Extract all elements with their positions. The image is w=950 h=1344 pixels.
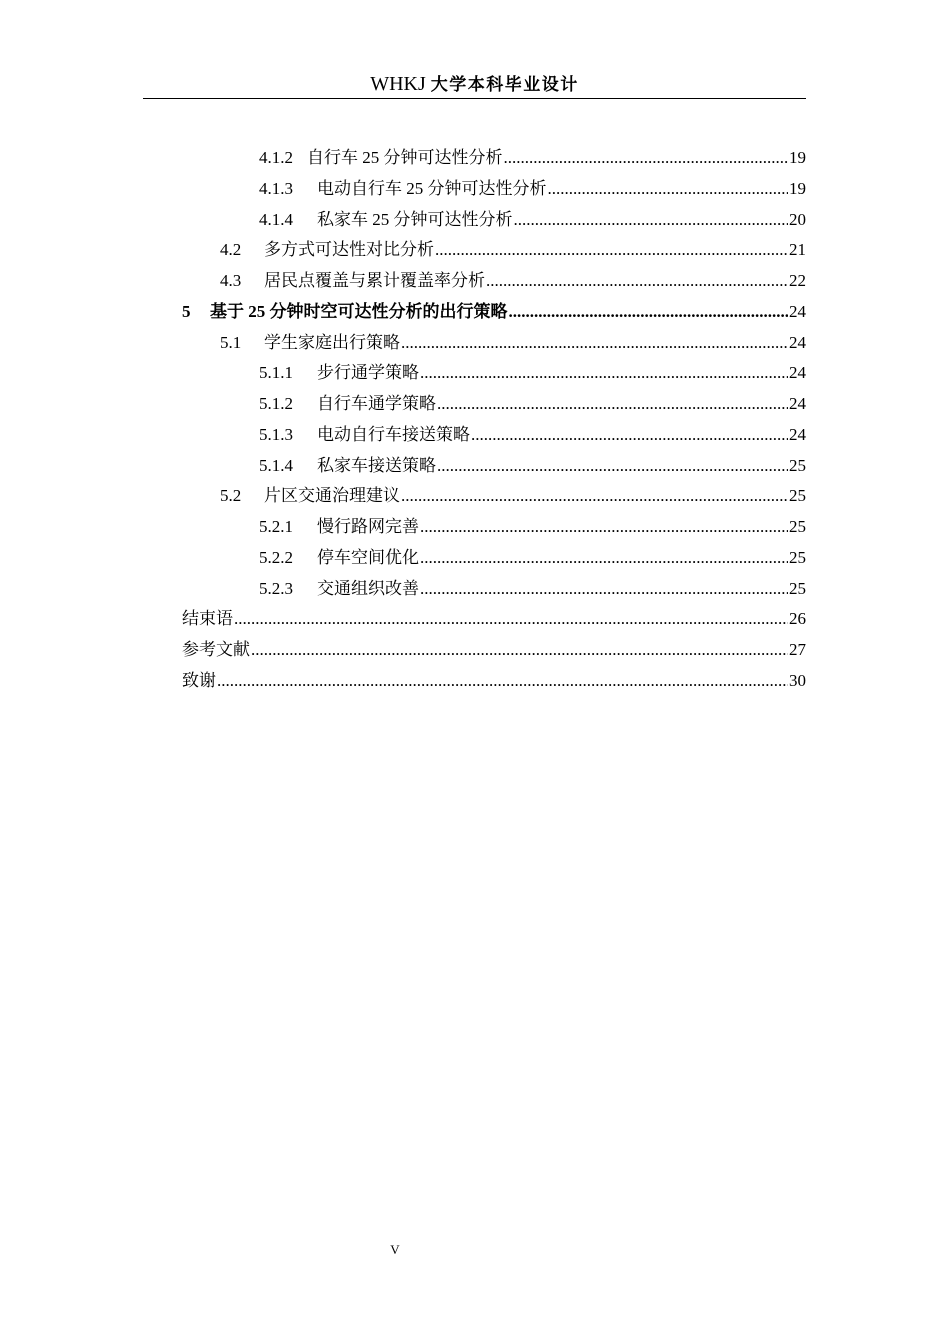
toc-leader	[471, 420, 788, 451]
toc-number: 5.1.4	[259, 455, 293, 475]
toc-number: 5.2	[220, 486, 242, 506]
header-divider	[143, 98, 806, 99]
toc-label: 电动自行车接送策略	[317, 424, 470, 444]
toc-label: 参考文献	[182, 640, 250, 659]
toc-page: 24	[789, 301, 806, 321]
toc-number: 5.1.2	[259, 394, 293, 413]
toc-number: 5.1.1	[259, 363, 293, 383]
toc-entry-5-2-1[interactable]	[182, 512, 806, 543]
toc-label: 电动自行车 25 分钟可达性分析	[317, 178, 547, 198]
toc-page: 26	[789, 609, 806, 629]
toc-number: 5.2.1	[259, 517, 293, 536]
toc-label: 基于 25 分钟时空可达性分析的出行策略	[210, 301, 508, 321]
toc-page: 19	[789, 178, 806, 198]
toc-leader	[234, 604, 788, 635]
toc-entry-5-1-2[interactable]	[182, 389, 806, 420]
toc-leader	[420, 574, 788, 605]
header-brand: WHKJ	[370, 73, 426, 95]
toc-leader	[435, 235, 788, 266]
toc-label: 学生家庭出行策略	[264, 332, 400, 352]
toc-label: 致谢	[182, 670, 216, 690]
toc-entry-5-2-2[interactable]	[182, 543, 806, 574]
toc-leader	[509, 297, 789, 328]
toc-page: 30	[789, 670, 806, 690]
toc-label: 私家车 25 分钟可达性分析	[317, 209, 513, 229]
table-of-contents	[182, 143, 806, 697]
toc-entry-4-1-3[interactable]	[182, 174, 806, 205]
toc-number: 5.1	[220, 332, 242, 352]
toc-entry-4-3[interactable]	[182, 266, 806, 297]
toc-label: 片区交通治理建议	[264, 486, 400, 506]
toc-entry-5-1-4[interactable]	[182, 451, 806, 482]
toc-page: 20	[789, 209, 806, 229]
toc-entry-references[interactable]	[182, 635, 806, 666]
toc-entry-5[interactable]	[182, 297, 806, 328]
toc-leader	[420, 512, 788, 543]
toc-label: 私家车接送策略	[317, 455, 436, 475]
toc-label: 自行车 25 分钟可达性分析	[307, 148, 503, 167]
toc-entry-5-1[interactable]	[182, 328, 806, 359]
toc-page: 25	[789, 486, 806, 506]
toc-entry-5-1-1[interactable]	[182, 358, 806, 389]
toc-entry-4-2[interactable]	[182, 235, 806, 266]
toc-leader	[486, 266, 788, 297]
toc-leader	[401, 481, 788, 512]
toc-entry-4-1-4[interactable]	[182, 205, 806, 236]
page-header	[143, 70, 806, 98]
toc-label: 步行通学策略	[317, 363, 419, 383]
toc-number: 4.1.3	[259, 178, 293, 198]
toc-number: 4.2	[220, 240, 242, 260]
toc-entry-conclusion[interactable]	[182, 604, 806, 635]
toc-entry-5-1-3[interactable]	[182, 420, 806, 451]
header-school: 大学本科毕业设计	[430, 75, 579, 95]
page-footer-number: V	[390, 1242, 400, 1257]
toc-entry-5-2-3[interactable]	[182, 574, 806, 605]
toc-leader	[420, 358, 788, 389]
toc-number: 5.2.2	[259, 547, 293, 567]
toc-page: 25	[789, 547, 806, 567]
toc-page: 25	[789, 578, 806, 598]
toc-leader	[437, 451, 788, 482]
toc-entry-5-2[interactable]	[182, 481, 806, 512]
toc-leader	[420, 543, 788, 574]
toc-label: 交通组织改善	[317, 578, 419, 598]
toc-number: 5.1.3	[259, 424, 293, 444]
toc-page: 24	[789, 332, 806, 352]
toc-leader	[548, 174, 789, 205]
toc-leader	[217, 666, 788, 697]
toc-leader	[437, 389, 788, 420]
toc-number: 4.1.4	[259, 209, 293, 229]
toc-number: 4.1.2	[259, 148, 293, 167]
toc-entry-acknowledgements[interactable]	[182, 666, 806, 697]
toc-page: 19	[789, 148, 806, 167]
toc-label: 多方式可达性对比分析	[264, 240, 434, 260]
toc-leader	[251, 635, 788, 666]
toc-label: 结束语	[182, 609, 233, 629]
toc-number: 4.3	[220, 271, 242, 290]
toc-leader	[514, 205, 789, 236]
toc-entry-4-1-2[interactable]	[182, 143, 806, 174]
toc-page: 25	[789, 517, 806, 536]
toc-label: 停车空间优化	[317, 547, 419, 567]
toc-page: 22	[789, 271, 806, 290]
toc-label: 自行车通学策略	[317, 394, 436, 413]
toc-leader	[504, 143, 789, 174]
toc-page: 24	[789, 363, 806, 383]
toc-page: 27	[789, 640, 806, 659]
toc-label: 居民点覆盖与累计覆盖率分析	[264, 271, 485, 290]
toc-leader	[401, 328, 788, 359]
toc-page: 24	[789, 424, 806, 444]
toc-page: 21	[789, 240, 806, 260]
toc-number: 5	[182, 301, 191, 321]
toc-page: 24	[789, 394, 806, 413]
toc-label: 慢行路网完善	[317, 517, 419, 536]
toc-page: 25	[789, 455, 806, 475]
toc-number: 5.2.3	[259, 578, 293, 598]
